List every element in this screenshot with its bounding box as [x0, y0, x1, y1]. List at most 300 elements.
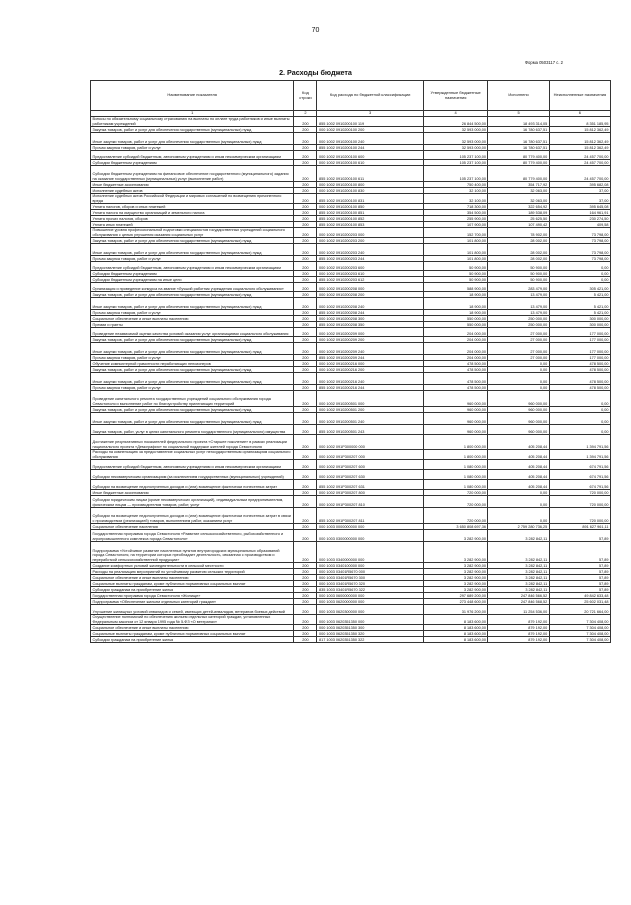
- row-remaining: 24 457 700,00: [549, 151, 610, 160]
- row-executed: 32 063,00: [488, 194, 549, 204]
- row-classification-code: 855 1002 0910200100 852: [317, 216, 423, 222]
- row-classification-code: 000 1002 0910200208 000: [317, 283, 423, 292]
- row-executed: 3 282 842,11: [488, 542, 549, 563]
- row-approved: 26 844 500,00: [423, 117, 488, 127]
- row-remaining: 73 798,00: [549, 256, 610, 262]
- row-name: Повышение уровня профессиональной подготовки специалистов государственных учреждений социального обслуживания с целью улучшения оказания социальных услуг: [91, 228, 294, 238]
- row-approved: 105 237 100,00: [423, 166, 488, 182]
- row-line-code: 200: [294, 385, 317, 391]
- row-classification-code: 000 1002 0910200208 200: [317, 292, 423, 298]
- row-approved: 204 000,00: [423, 337, 488, 343]
- column-number: 4: [423, 111, 488, 117]
- row-classification-code: 000 1003 0620000000 000: [317, 599, 423, 605]
- row-approved: 105 237 100,00: [423, 151, 488, 160]
- table-row: [91, 244, 611, 256]
- row-line-code: 200: [294, 310, 317, 316]
- row-line-code: 200: [294, 581, 317, 587]
- row-line-code: 200: [294, 599, 317, 605]
- row-approved: 550 000,00: [423, 316, 488, 322]
- row-remaining: 674 791,56: [549, 480, 610, 490]
- row-classification-code: 000 1002 0910200216 240: [317, 373, 423, 385]
- row-remaining: 73 798,00: [549, 228, 610, 238]
- row-executed: 960 000,00: [488, 413, 549, 425]
- row-line-code: 200: [294, 337, 317, 343]
- row-executed: 18 493 314,05: [488, 117, 549, 127]
- row-remaining: 1 394 791,56: [549, 450, 610, 460]
- table-row: [91, 127, 611, 133]
- row-executed: 0,00: [488, 367, 549, 373]
- row-line-code: 200: [294, 569, 317, 575]
- row-line-code: 200: [294, 117, 317, 127]
- header-remaining: Неисполненные назначения: [549, 81, 610, 111]
- row-name: Проведение капитального ремонта государственных учреждений социального обслуживания города Севастополя и выполнение работ по благоустройству прилегающих территорий: [91, 391, 294, 407]
- row-line-code: 200: [294, 530, 317, 542]
- row-approved: 8 183 600,00: [423, 615, 488, 625]
- table-row: [91, 587, 611, 593]
- row-line-code: 200: [294, 238, 317, 244]
- form-code: Форма 0503117 с. 2: [524, 60, 563, 65]
- row-approved: 1 080 000,00: [423, 470, 488, 480]
- row-approved: 18 900,00: [423, 298, 488, 310]
- row-name: Закупка товаров, работ и услуг для обеспечения государственных (муниципальных) нужд: [91, 127, 294, 133]
- row-classification-code: 000 1002 091P300000 000: [317, 435, 423, 450]
- row-executed: 322 654,92: [488, 204, 549, 210]
- row-line-code: 200: [294, 256, 317, 262]
- row-classification-code: 000 1002 0910200203 600: [317, 262, 423, 271]
- row-executed: 28 002,00: [488, 238, 549, 244]
- row-line-code: 200: [294, 355, 317, 361]
- row-approved: 478 500,00: [423, 367, 488, 373]
- row-line-code: 200: [294, 194, 317, 204]
- row-line-code: 200: [294, 407, 317, 413]
- row-remaining: 177 000,00: [549, 343, 610, 355]
- row-remaining: 720 000,00: [549, 496, 610, 508]
- row-remaining: 0,00: [549, 262, 610, 271]
- row-approved: 101 800,00: [423, 238, 488, 244]
- header-classification-code: Код расхода по бюджетной классификации: [317, 81, 423, 111]
- row-executed: 80 779 400,00: [488, 166, 549, 182]
- row-classification-code: 000 1002 0910200216 200: [317, 367, 423, 373]
- row-classification-code: 000 1003 0300000000 000: [317, 530, 423, 542]
- row-name: Организация и проведение конкурса на звание «Лучший работник учреждения социального обслуживания»: [91, 283, 294, 292]
- row-remaining: 15 812 362,49: [549, 133, 610, 145]
- row-executed: 107 490,42: [488, 222, 549, 228]
- row-name: Подпрограмма «Обеспечение жильем отдельных категорий граждан»: [91, 599, 294, 605]
- row-name: Социальные выплаты гражданам, кроме публичных нормативных социальных выплат: [91, 581, 294, 587]
- row-approved: 101 800,00: [423, 256, 488, 262]
- row-executed: 0,00: [488, 385, 549, 391]
- row-executed: 879 192,00: [488, 631, 549, 637]
- row-remaining: 20 721 664,00: [549, 605, 610, 615]
- row-line-code: 200: [294, 127, 317, 133]
- row-executed: 2 759 280 736,25: [488, 524, 549, 530]
- row-name: Прочая закупка товаров, работ и услуг: [91, 385, 294, 391]
- row-remaining: 57,89: [549, 587, 610, 593]
- row-remaining: 5 421,00: [549, 292, 610, 298]
- row-classification-code: 000 1003 03401R5670 320: [317, 581, 423, 587]
- row-remaining: 0,00: [549, 413, 610, 425]
- row-name: Иные закупки товаров, работ и услуг для обеспечения государственных (муниципальных) нужд: [91, 298, 294, 310]
- row-executed: 28 002,00: [488, 256, 549, 262]
- row-line-code: 200: [294, 222, 317, 228]
- table-row: [91, 407, 611, 413]
- table-row: [91, 283, 611, 292]
- row-executed: 960 000,00: [488, 391, 549, 407]
- row-approved: 255 900,00: [423, 216, 488, 222]
- row-executed: 189 538,09: [488, 210, 549, 216]
- row-line-code: 200: [294, 316, 317, 322]
- row-remaining: 720 000,00: [549, 490, 610, 496]
- row-remaining: 177 000,00: [549, 355, 610, 361]
- row-approved: 3 282 900,00: [423, 575, 488, 581]
- row-line-code: 200: [294, 496, 317, 508]
- row-classification-code: 000 1002 0910200100 850: [317, 204, 423, 210]
- row-classification-code: 000 1002 0910200203 000: [317, 228, 423, 238]
- row-remaining: 0,00: [549, 277, 610, 283]
- row-approved: 3 282 900,00: [423, 563, 488, 569]
- row-line-code: 200: [294, 508, 317, 524]
- row-classification-code: 000 1002 0910200203 610: [317, 271, 423, 277]
- row-remaining: 57,89: [549, 581, 610, 587]
- column-number: 1: [91, 111, 294, 117]
- row-executed: 247 846 566,52: [488, 593, 549, 599]
- row-executed: 405 208,44: [488, 460, 549, 470]
- row-remaining: 230 274,50: [549, 216, 610, 222]
- row-name: Осуществление полномочий по обеспечению жильем отдельных категорий граждан, установленных Федеральным законом от 12 января 1995 года № 5-ФЗ «О ветеранах»: [91, 615, 294, 625]
- row-name: Иные бюджетные ассигнования: [91, 490, 294, 496]
- row-approved: 8 183 600,00: [423, 637, 488, 643]
- row-classification-code: 855 1002 0910200100 851: [317, 210, 423, 216]
- row-remaining: 57,89: [549, 563, 610, 569]
- row-line-code: 200: [294, 615, 317, 625]
- table-row: [91, 425, 611, 435]
- row-name: Субсидии бюджетным учреждениям на финансовое обеспечение государственного (муниципального) задания на оказание государственных (муниципальных) услуг (выполнение работ): [91, 166, 294, 182]
- row-remaining: 25 602 031,48: [549, 599, 610, 605]
- row-classification-code: 000 1002 0910200501 200: [317, 407, 423, 413]
- table-row: [91, 615, 611, 625]
- row-line-code: 200: [294, 188, 317, 194]
- row-classification-code: 835 1003 03401R5670 322: [317, 587, 423, 593]
- row-name: Улучшение жилищных условий инвалидов и семей, имеющих детей-инвалидов, ветеранов боевых действий: [91, 605, 294, 615]
- row-classification-code: 000 1003 0000000000 000: [317, 524, 423, 530]
- row-name: Предоставление субсидий бюджетным, автономным учреждениям и иным некоммерческим организациям: [91, 262, 294, 271]
- row-line-code: 200: [294, 262, 317, 271]
- row-name: Субсидии на возмещение недополученных доходов и (или) возмещение фактически понесенных затрат: [91, 480, 294, 490]
- row-name: Уплата налога на имущество организаций и земельного налога: [91, 210, 294, 216]
- row-name: Предоставление субсидий бюджетным, автономным учреждениям и иным некоммерческим организациям: [91, 460, 294, 470]
- row-executed: 13 479,00: [488, 298, 549, 310]
- row-name: Субсидии некоммерческим организациям (за исключением государственных (муниципальных) учреждений): [91, 470, 294, 480]
- table-row: [91, 343, 611, 355]
- row-remaining: 0,00: [549, 425, 610, 435]
- row-line-code: 200: [294, 160, 317, 166]
- row-approved: 204 000,00: [423, 328, 488, 337]
- row-line-code: 200: [294, 283, 317, 292]
- row-approved: 3 282 900,00: [423, 530, 488, 542]
- column-number: 6: [549, 111, 610, 117]
- row-remaining: 37,00: [549, 188, 610, 194]
- row-remaining: 8 351 185,95: [549, 117, 610, 127]
- row-line-code: 200: [294, 373, 317, 385]
- row-line-code: 200: [294, 391, 317, 407]
- row-classification-code: 855 1002 0910200216 244: [317, 385, 423, 391]
- row-name: Уплата прочих налогов, сборов: [91, 216, 294, 222]
- row-name: Создание комфортных условий жизнедеятельности в сельской местности: [91, 563, 294, 569]
- row-name: Иные бюджетные ассигнования: [91, 182, 294, 188]
- row-classification-code: 000 1003 0620300000 000: [317, 605, 423, 615]
- row-name: Закупка товаров, работ и услуг для обеспечения государственных (муниципальных) нужд: [91, 238, 294, 244]
- row-approved: 550 000,00: [423, 322, 488, 328]
- row-name: Социальное обеспечение и иные выплаты населению: [91, 625, 294, 631]
- row-remaining: 0,00: [549, 391, 610, 407]
- row-classification-code: 855 1002 0910200208 350: [317, 322, 423, 328]
- row-approved: 107 900,00: [423, 222, 488, 228]
- row-executed: 80 779 400,00: [488, 160, 549, 166]
- row-line-code: 200: [294, 361, 317, 367]
- row-classification-code: 000 1002 0910200501 240: [317, 413, 423, 425]
- row-approved: 960 000,00: [423, 425, 488, 435]
- table-row: [91, 593, 611, 599]
- row-approved: 478 500,00: [423, 373, 488, 385]
- row-remaining: 478 500,00: [549, 361, 610, 367]
- row-executed: 27 000,00: [488, 328, 549, 337]
- row-executed: 405 208,44: [488, 470, 549, 480]
- table-row: [91, 194, 611, 204]
- row-classification-code: 000 1003 0600000000 000: [317, 593, 423, 599]
- row-line-code: 200: [294, 605, 317, 615]
- row-line-code: 200: [294, 631, 317, 637]
- row-name: Закупка товаров, работ, услуг в целях капитального ремонта государственного (муниципального) имущества: [91, 425, 294, 435]
- row-name: Расходы на реализацию мероприятий по устойчивому развитию сельских территорий: [91, 569, 294, 575]
- row-approved: 588 900,00: [423, 283, 488, 292]
- row-classification-code: 000 1002 0910200100 800: [317, 182, 423, 188]
- table-row: [91, 496, 611, 508]
- section-title: 2. Расходы бюджета: [279, 68, 352, 77]
- row-line-code: 200: [294, 413, 317, 425]
- header-name: Наименование показателя: [91, 81, 294, 111]
- row-remaining: 891 627 961,11: [549, 524, 610, 530]
- row-remaining: 164 961,91: [549, 210, 610, 216]
- row-executed: 879 192,00: [488, 615, 549, 625]
- row-classification-code: 000 1002 0910200209 000: [317, 328, 423, 337]
- table-row: [91, 470, 611, 480]
- row-executed: 25 625,50: [488, 216, 549, 222]
- row-line-code: 200: [294, 210, 317, 216]
- row-remaining: 674 791,56: [549, 460, 610, 470]
- row-approved: 204 000,00: [423, 343, 488, 355]
- row-approved: 152 700,00: [423, 228, 488, 238]
- row-name: Исполнение судебных актов: [91, 188, 294, 194]
- row-approved: 18 900,00: [423, 292, 488, 298]
- row-classification-code: 855 1002 0910200100 119: [317, 117, 423, 127]
- table-row: [91, 166, 611, 182]
- row-approved: 18 900,00: [423, 310, 488, 316]
- row-approved: 720 000,00: [423, 496, 488, 508]
- header-approved: Утвержденные бюджетные назначения: [423, 81, 488, 111]
- row-line-code: 200: [294, 298, 317, 310]
- row-remaining: 24 457 700,00: [549, 166, 610, 182]
- row-executed: 354 717,92: [488, 182, 549, 188]
- row-executed: 50 900,00: [488, 277, 549, 283]
- row-executed: 0,00: [488, 361, 549, 367]
- row-approved: 50 900,00: [423, 271, 488, 277]
- row-remaining: 7 304 408,00: [549, 637, 610, 643]
- table-row: [91, 117, 611, 127]
- row-remaining: 395 682,08: [549, 182, 610, 188]
- row-line-code: 200: [294, 292, 317, 298]
- row-approved: 720 000,00: [423, 508, 488, 524]
- table-row: [91, 637, 611, 643]
- page-number: 70: [311, 27, 320, 34]
- row-executed: 3 282 842,11: [488, 581, 549, 587]
- row-executed: 879 192,00: [488, 625, 549, 631]
- row-line-code: 200: [294, 460, 317, 470]
- row-line-code: 200: [294, 277, 317, 283]
- row-approved: 1 080 000,00: [423, 480, 488, 490]
- table-header-row: [91, 81, 611, 111]
- row-classification-code: 855 1002 0910200100 831: [317, 194, 423, 204]
- table-row: [91, 292, 611, 298]
- row-classification-code: 000 1002 0910200208 240: [317, 298, 423, 310]
- row-executed: 27 000,00: [488, 355, 549, 361]
- row-name: Уплата иных платежей: [91, 222, 294, 228]
- row-name: Обучение компьютерной грамотности неработающих пенсионеров: [91, 361, 294, 367]
- row-line-code: 200: [294, 166, 317, 182]
- row-classification-code: 000 1003 0340000000 000: [317, 542, 423, 563]
- row-remaining: 24 457 700,00: [549, 160, 610, 166]
- row-approved: 960 000,00: [423, 407, 488, 413]
- row-name: Государственная программа города Севастополя «Развитие сельскохозяйственного, рыбохозяйственного и агропромышленного комплекса города Севастополя»: [91, 530, 294, 542]
- row-name: Субсидии бюджетным учреждениям: [91, 160, 294, 166]
- row-classification-code: 000 1002 0910200216 000: [317, 361, 423, 367]
- row-remaining: 1 394 791,56: [549, 435, 610, 450]
- row-remaining: 73 798,00: [549, 238, 610, 244]
- row-approved: 273 448 600,00: [423, 599, 488, 605]
- column-number: 3: [317, 111, 423, 117]
- table-row: [91, 450, 611, 460]
- row-executed: 0,00: [488, 496, 549, 508]
- row-classification-code: 000 1002 0910200100 610: [317, 160, 423, 166]
- row-classification-code: 000 1002 091P300207 600: [317, 460, 423, 470]
- row-approved: 32 593 000,00: [423, 133, 488, 145]
- row-approved: 50 900,00: [423, 262, 488, 271]
- row-remaining: 57,89: [549, 575, 610, 581]
- row-name: Иные закупки товаров, работ и услуг для обеспечения государственных (муниципальных) нужд: [91, 373, 294, 385]
- row-remaining: 5 421,00: [549, 310, 610, 316]
- row-approved: 8 183 600,00: [423, 631, 488, 637]
- table-row: [91, 581, 611, 587]
- row-classification-code: 855 1002 0910200100 611: [317, 166, 423, 182]
- row-name: Премии и гранты: [91, 322, 294, 328]
- row-line-code: 200: [294, 575, 317, 581]
- row-classification-code: 000 1003 0620351350 300: [317, 625, 423, 631]
- row-executed: 879 192,00: [488, 637, 549, 643]
- row-executed: 960 000,00: [488, 425, 549, 435]
- row-remaining: 7 304 408,00: [549, 615, 610, 625]
- row-name: Проведение независимой оценки качества условий оказания услуг организациями социального обслуживания: [91, 328, 294, 337]
- table-row: [91, 435, 611, 450]
- row-line-code: 200: [294, 524, 317, 530]
- row-name: Взносы по обязательному социальному страхованию на выплаты по оплате труда работников и иные выплаты работникам учреждений: [91, 117, 294, 127]
- row-remaining: 720 000,00: [549, 508, 610, 524]
- row-name: Закупка товаров, работ и услуг для обеспечения государственных (муниципальных) нужд: [91, 407, 294, 413]
- table-row: [91, 373, 611, 385]
- row-classification-code: 000 1003 0620351350 320: [317, 631, 423, 637]
- row-remaining: 73 798,00: [549, 244, 610, 256]
- table-row: [91, 277, 611, 283]
- row-approved: 8 183 600,00: [423, 625, 488, 631]
- row-executed: 16 780 637,51: [488, 133, 549, 145]
- row-line-code: 200: [294, 490, 317, 496]
- row-remaining: 177 000,00: [549, 328, 610, 337]
- row-executed: 0,00: [488, 490, 549, 496]
- header-line-code: Код строки: [294, 81, 317, 111]
- table-row: [91, 316, 611, 322]
- row-line-code: 200: [294, 133, 317, 145]
- row-line-code: 200: [294, 425, 317, 435]
- row-executed: 405 208,44: [488, 480, 549, 490]
- row-approved: 720 000,00: [423, 490, 488, 496]
- row-classification-code: 000 1002 0910200203 200: [317, 238, 423, 244]
- row-remaining: 49 842 633,48: [549, 593, 610, 599]
- row-name: Субсидии юридическим лицам (кроме некоммерческих организаций), индивидуальным предпринимателям, физическим лицам — производителям товаров, работ, услуг: [91, 496, 294, 508]
- row-line-code: 200: [294, 450, 317, 460]
- table-row: [91, 605, 611, 615]
- row-remaining: 57,89: [549, 569, 610, 575]
- table-row: [91, 542, 611, 563]
- row-remaining: 478 500,00: [549, 385, 610, 391]
- row-executed: 13 479,00: [488, 310, 549, 316]
- row-name: Иные закупки товаров, работ и услуг для обеспечения государственных (муниципальных) нужд: [91, 133, 294, 145]
- row-executed: 11 254 536,00: [488, 605, 549, 615]
- table-row: [91, 631, 611, 637]
- table-row: [91, 569, 611, 575]
- row-approved: 3 282 900,00: [423, 581, 488, 587]
- row-classification-code: 000 1002 091P300207 810: [317, 496, 423, 508]
- row-classification-code: 855 1002 0910200501 243: [317, 425, 423, 435]
- row-line-code: 200: [294, 587, 317, 593]
- row-approved: 960 000,00: [423, 391, 488, 407]
- row-line-code: 200: [294, 228, 317, 238]
- row-remaining: 674 791,56: [549, 470, 610, 480]
- column-number: 5: [488, 111, 549, 117]
- row-executed: 960 000,00: [488, 407, 549, 413]
- row-remaining: 0,00: [549, 407, 610, 413]
- row-executed: 3 282 842,11: [488, 575, 549, 581]
- row-remaining: 409,58: [549, 222, 610, 228]
- row-executed: 32 063,00: [488, 188, 549, 194]
- table-row: [91, 508, 611, 524]
- row-line-code: 200: [294, 367, 317, 373]
- row-executed: 247 846 568,52: [488, 599, 549, 605]
- row-line-code: 200: [294, 151, 317, 160]
- row-name: Социальное обеспечение и иные выплаты населению: [91, 316, 294, 322]
- row-approved: 105 237 100,00: [423, 160, 488, 166]
- row-remaining: 15 812 362,49: [549, 127, 610, 133]
- row-line-code: 200: [294, 271, 317, 277]
- row-classification-code: 000 1002 0910200100 200: [317, 127, 423, 133]
- row-executed: 16 780 637,51: [488, 145, 549, 151]
- table-row: [91, 480, 611, 490]
- row-executed: 16 780 637,51: [488, 127, 549, 133]
- row-name: Закупка товаров, работ и услуг для обеспечения государственных (муниципальных) нужд: [91, 337, 294, 343]
- table-row: [91, 228, 611, 238]
- row-classification-code: 000 1002 0910200203 240: [317, 244, 423, 256]
- row-classification-code: 000 1002 0910200209 240: [317, 343, 423, 355]
- row-classification-code: 000 1003 0620351350 000: [317, 615, 423, 625]
- row-remaining: 0,00: [549, 271, 610, 277]
- row-classification-code: 000 1002 091P300207 000: [317, 450, 423, 460]
